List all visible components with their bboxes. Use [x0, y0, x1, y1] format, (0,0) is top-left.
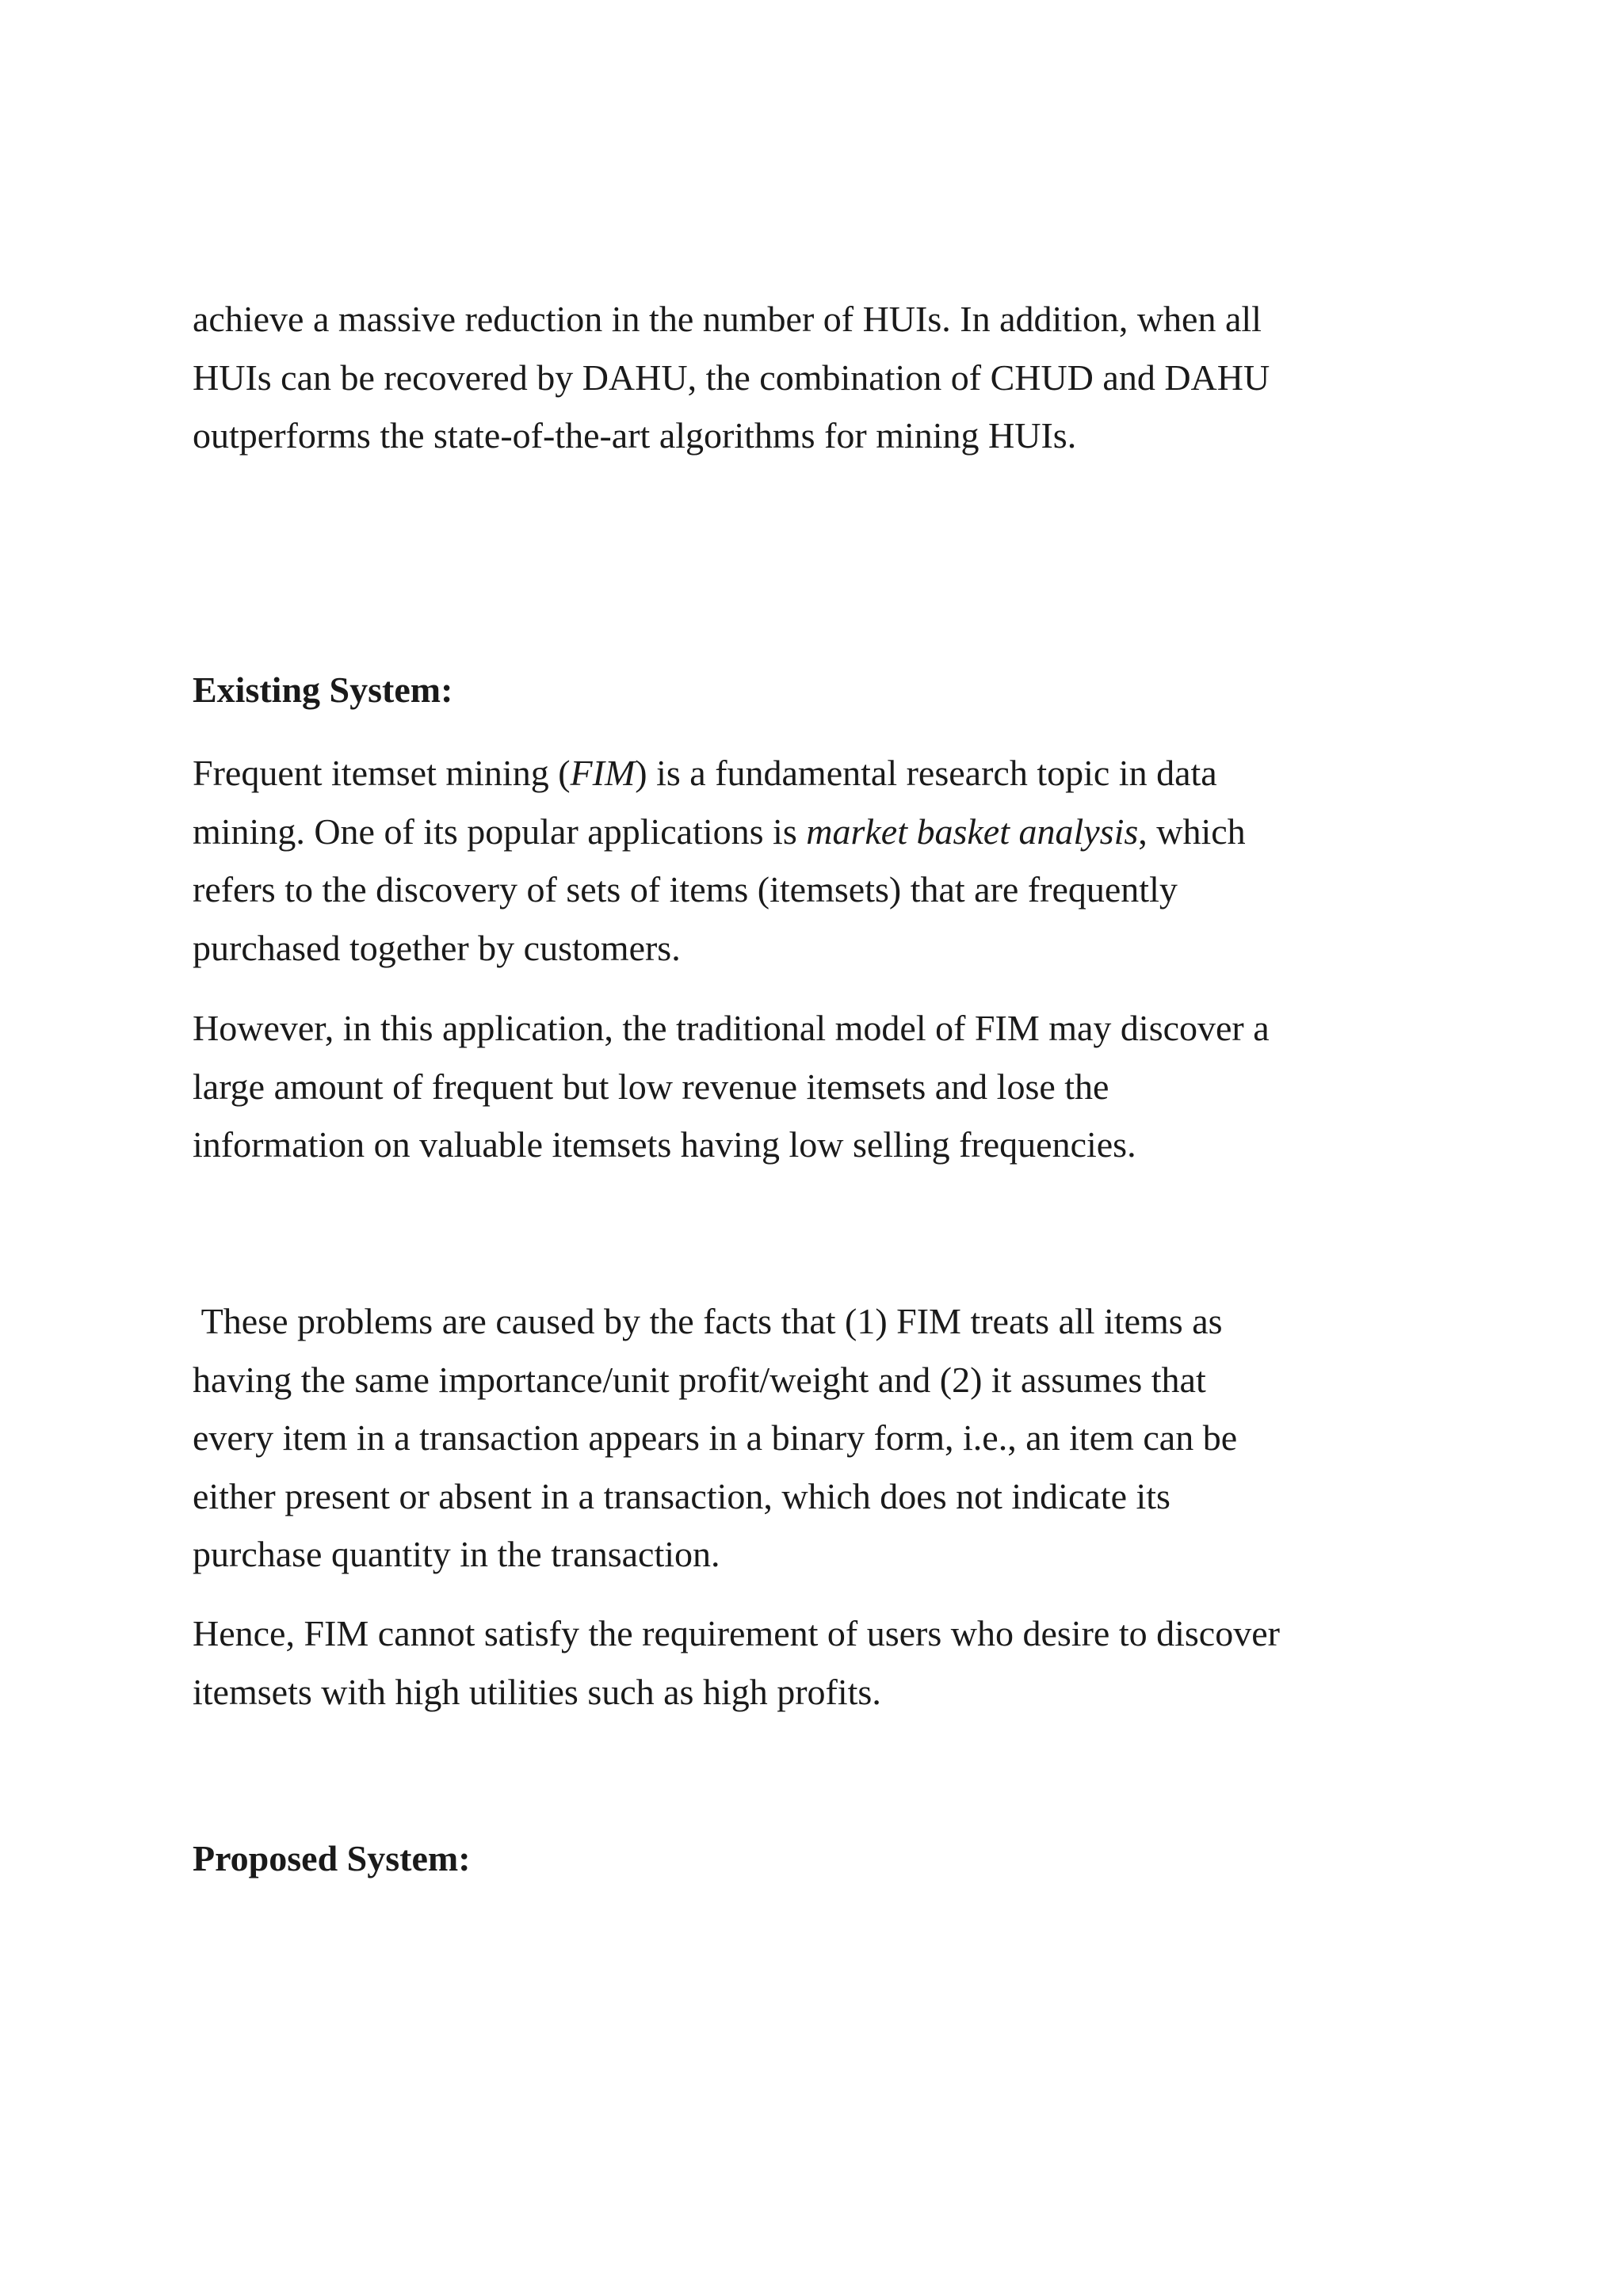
existing-p3-line-1: These problems are caused by the facts that (1) FIM treats all items as — [193, 1301, 1223, 1341]
intro-line-3: outperforms the state-of-the-art algorithms for mining HUIs. — [193, 415, 1077, 456]
intro-line-1: achieve a massive reduction in the number of HUIs. In addition, when all — [193, 299, 1262, 339]
existing-p2-line-1: However, in this application, the traditional model of FIM may discover a — [193, 1008, 1270, 1048]
existing-paragraph-3 — [193, 1292, 1492, 1584]
existing-p3-line-3: every item in a transaction appears in a binary form, i.e., an item can be — [193, 1417, 1238, 1458]
intro-paragraph — [193, 290, 1492, 465]
existing-paragraph-1 — [193, 744, 1492, 977]
existing-p1-line-1 — [193, 744, 1492, 803]
market-basket-emphasis: market basket analysis — [806, 810, 1139, 852]
existing-p1-line-2 — [193, 803, 1492, 861]
existing-system-heading: Existing System: — [193, 669, 453, 710]
existing-p4-line-1: Hence, FIM cannot satisfy the requirement of users who desire to discover — [193, 1613, 1280, 1653]
existing-p1-line-3: refers to the discovery of sets of items (itemsets) that are frequently — [193, 869, 1178, 910]
existing-p3-line-4: either present or absent in a transaction, which does not indicate its — [193, 1475, 1170, 1516]
proposed-system-heading: Proposed System: — [193, 1838, 471, 1878]
text-run: , which — [1138, 810, 1246, 852]
existing-p3-line-2: having the same importance/unit profit/weight and (2) it assumes that — [193, 1359, 1206, 1400]
fim-emphasis: FIM — [570, 753, 636, 793]
text-run: mining. One of its popular applications is — [193, 810, 807, 852]
existing-p1-line-4: purchased together by customers. — [193, 927, 681, 968]
existing-p4-line-2: itemsets with high utilities such as high profits. — [193, 1671, 881, 1712]
existing-p3-line-5: purchase quantity in the transaction. — [193, 1534, 720, 1574]
existing-paragraph-2 — [193, 999, 1492, 1174]
text-run: ) is a fundamental research topic in data — [635, 753, 1217, 793]
existing-paragraph-4 — [193, 1604, 1492, 1721]
existing-p2-line-2: large amount of frequent but low revenue itemsets and lose the — [193, 1066, 1109, 1107]
text-run: Frequent itemset mining ( — [193, 753, 571, 793]
existing-p2-line-3: information on valuable itemsets having low selling frequencies. — [193, 1124, 1136, 1165]
intro-line-2: HUIs can be recovered by DAHU, the combination of CHUD and DAHU — [193, 357, 1270, 398]
